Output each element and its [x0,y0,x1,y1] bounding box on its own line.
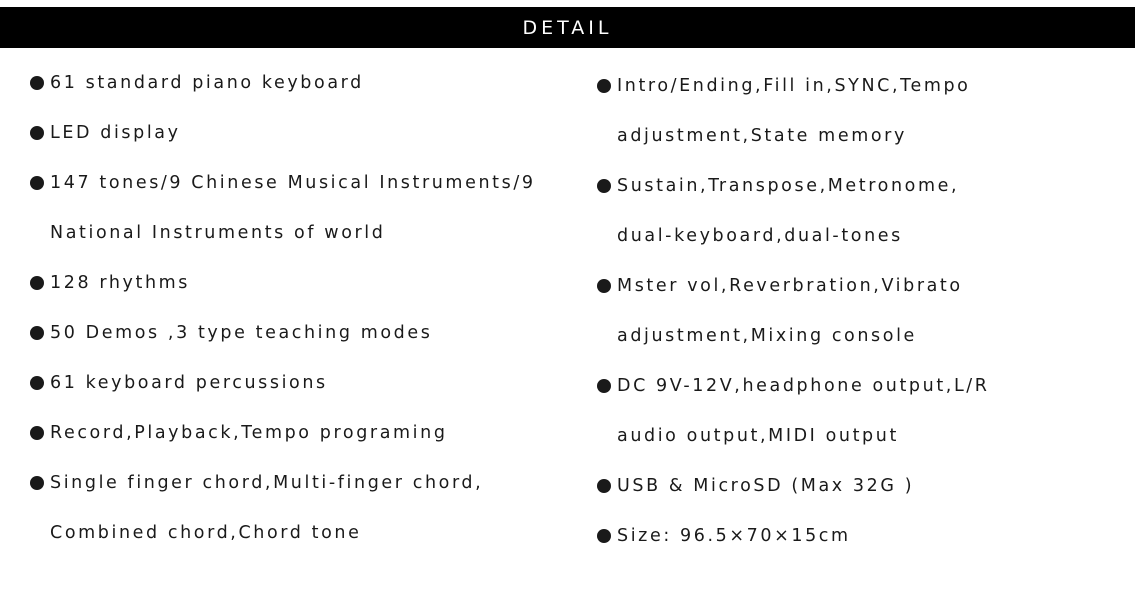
bullet-icon [30,326,44,340]
spec-item-continuation [597,324,917,348]
spec-text: adjustment,Mixing console [617,326,917,346]
spec-item-continuation [597,424,899,448]
spec-text: Intro/Ending,Fill in,SYNC,Tempo [617,76,971,96]
spec-item [597,74,970,98]
bullet-icon [30,126,44,140]
spec-text: USB & MicroSD (Max 32G ) [617,476,915,496]
spec-item-continuation [30,521,361,545]
spec-item [30,321,432,345]
spec-text: LED display [50,123,181,143]
spec-text: Size: 96.5×70×15cm [617,526,851,546]
spec-item [30,421,448,445]
spec-text: Sustain,Transpose,Metronome, [617,176,960,196]
spec-item [597,374,990,398]
spec-text: dual-keyboard,dual-tones [617,226,903,246]
spec-text: 61 keyboard percussions [50,373,328,393]
bullet-icon [30,276,44,290]
spec-text: Record,Playback,Tempo programing [50,423,448,443]
spec-item [30,171,536,195]
spec-text: Single finger chord,Multi-finger chord, [50,473,484,493]
spec-text: DC 9V-12V,headphone output,L/R [617,376,990,396]
spec-item [597,174,959,198]
spec-item [597,524,851,548]
detail-title: DETAIL [522,16,613,39]
spec-text: adjustment,State memory [617,126,907,146]
spec-item-continuation [597,124,907,148]
spec-text: 128 rhythms [50,273,191,293]
bullet-icon [30,426,44,440]
bullet-icon [30,176,44,190]
bullet-icon [597,279,611,293]
bullet-icon [597,379,611,393]
spec-item [30,71,364,95]
bullet-icon [30,376,44,390]
spec-item [30,371,328,395]
spec-text: audio output,MIDI output [617,426,899,446]
bullet-icon [597,79,611,93]
spec-text: Mster vol,Reverbration,Vibrato [617,276,963,296]
spec-item [30,121,181,145]
spec-item-continuation [30,221,385,245]
spec-item [30,271,190,295]
spec-text: 50 Demos ,3 type teaching modes [50,323,433,343]
spec-text: National Instruments of world [50,223,386,243]
spec-text: 147 tones/9 Chinese Musical Instruments/9 [50,173,536,193]
bullet-icon [597,529,611,543]
spec-text: 61 standard piano keyboard [50,73,364,93]
spec-item [597,474,914,498]
spec-item [597,274,963,298]
bullet-icon [30,476,44,490]
spec-item [30,471,483,495]
spec-text: Combined chord,Chord tone [50,523,362,543]
bullet-icon [597,479,611,493]
detail-header-bar [0,7,1135,48]
spec-item-continuation [597,224,903,248]
bullet-icon [30,76,44,90]
bullet-icon [597,179,611,193]
